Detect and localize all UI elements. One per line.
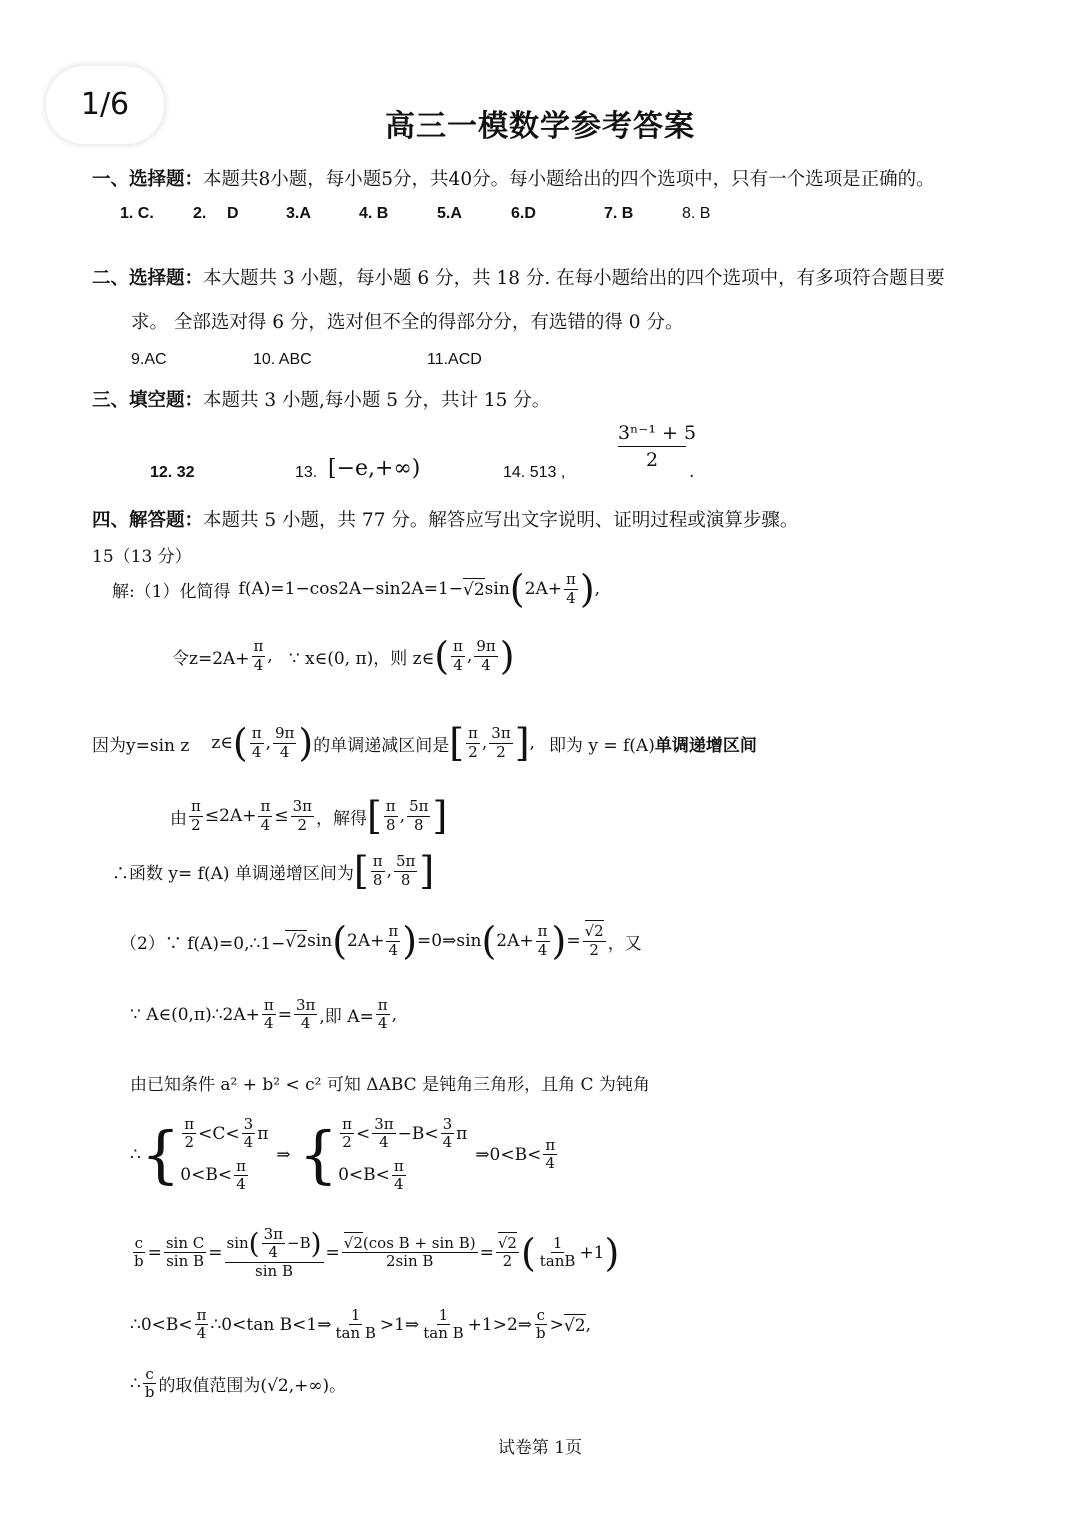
- section2-text1: 本大题共 3 小题，每小题 6 分，共 18 分. 在每小题给出的四个选项中，有多项符合题目要: [203, 268, 945, 289]
- let-z: 令z=2A+: [172, 648, 250, 669]
- section3-line: [92, 386, 550, 412]
- sqrt-2: √2: [463, 580, 485, 600]
- answer-2: D: [227, 205, 239, 222]
- answer-13-label: 13.: [295, 464, 318, 481]
- answer-13: [−e,+∞): [328, 456, 421, 481]
- from-text: 由: [170, 808, 187, 829]
- tan-range: ∴0<tan B<1⇒: [210, 1314, 332, 1335]
- section3-head: 三、填空题：: [92, 390, 204, 411]
- solution-line-1: 解:（1）化简得 f(A)=1−cos2A−sin2A=1− √2 sin ( 2A+ $\frac{\pi}{4}$ ) ,: [112, 567, 601, 611]
- page-title: 高三一模数学参考答案: [385, 109, 695, 144]
- therefore: ∴: [130, 1373, 141, 1394]
- part2-start: （2）∵ f(A)=0,∴1−: [120, 933, 286, 954]
- answer-6: 6.D: [511, 205, 536, 222]
- answer-1: 1. C.: [120, 205, 154, 222]
- frac-pi-4: $\frac{\pi}{4}$: [565, 570, 576, 607]
- x-interval: ∵ x∈(0, π)，则 z∈: [288, 648, 435, 669]
- answer-5: 5.A: [437, 205, 462, 222]
- increasing-interval: 增区间: [705, 735, 757, 756]
- answer-4: 4. B: [359, 205, 389, 222]
- monotone-bold: 单调递: [654, 735, 706, 756]
- solution-ratio: $\frac{c}{b}$ = $\frac{\text{sin C}}{\text{sin B}}$ = sin ( $\frac{3\pi}{4}$ −B ) sin B = $\frac{\text{√2(cos B + sin B)}}{\text{2sin B}}$ = $\frac{√2}{2}$ ( $\frac{1}{\tan B}$ +1 ): [134, 1225, 620, 1280]
- answer-7: 7. B: [604, 205, 634, 222]
- answer-12: 12. 32: [150, 464, 195, 481]
- answer-2-label: 2.: [193, 205, 207, 222]
- section4-text: 本题共 5 小题，共 77 分。解答应写出文字说明、证明过程或演算步骤。: [203, 510, 799, 531]
- answer-14-end: .: [689, 462, 695, 482]
- solution-line-5: ∴函数 y= f(A) 单调递增区间为 [ $\frac{\pi}{8}$ , $\frac{5\pi}{8}$ ]: [112, 849, 435, 893]
- section2-text2: 求。 全部选对得 6 分，选对但不全的得部分分，有选错的得 0 分。: [131, 312, 684, 333]
- solution-line-8: 由已知条件 a² + b² < c² 可知 ΔABC 是钝角三角形，且角 C 为钝角: [130, 1075, 650, 1095]
- answer-9: 9.AC: [131, 351, 167, 368]
- solution-line-7: ∵ A∈(0,π)∴2A+ $\frac{\pi}{4}$ = $\frac{3\pi}{4}$ ,即 A= $\frac{\pi}{4}$ ,: [130, 996, 398, 1033]
- answer-14-fraction: [618, 422, 697, 471]
- answer-14-denominator: 2: [645, 449, 659, 471]
- answer-10: 10. ABC: [253, 351, 312, 368]
- solution-line-3: 因为y=sin z z∈ ( $\frac{\pi}{4}$ , $\frac{9\pi}{4}$ ) 的单调递减区间是 [ $\frac{\pi}{2}$ , $\frac{3\pi}{2}$ ] , 即为 y = f(A) 单调递 增区间: [92, 721, 757, 765]
- range-result: 的取值范围为(√2,+∞)。: [158, 1376, 347, 1397]
- solve-text: ，解得: [315, 808, 367, 829]
- page-footer: 试卷第 1页: [497, 1438, 583, 1458]
- solution-line-10: ∴0<B< $\frac{\pi}{4}$ ∴0<tan B<1⇒ $\frac{1}{\text{tan B}}$ >1⇒ $\frac{1}{\text{tan B}}$ +1>2⇒ $\frac{c}{b}$ > √2 ,: [130, 1306, 591, 1343]
- formula-fA: f(A)=1−cos2A−sin2A=1−: [238, 579, 464, 599]
- section4-head: 四、解答题：: [92, 510, 204, 531]
- i-e-text: 即为 y = f(A): [548, 735, 655, 756]
- answer-8: 8. B: [682, 205, 711, 222]
- section2-head: 二、选择题：: [92, 268, 204, 289]
- solution-system: ∴ { $\frac{\pi}{2}$ <C< $\frac{3}{4}$ π 0<B< $\frac{\pi}{4}$ ⇒ { $\frac{\pi}{2}$ < $\frac{3\pi}{4}$ −B< $\frac{3}{4}$ π 0<B< $\frac{\pi}{4}$ ⇒0<B< $\frac{\pi}{4}$: [130, 1115, 556, 1193]
- because-y-sin: 因为y=sin z: [92, 735, 190, 756]
- A-equals: ,即 A=: [319, 1007, 374, 1028]
- section1-head: 一、选择题：: [92, 169, 204, 190]
- section3-text: 本题共 3 小题,每小题 5 分，共计 15 分。: [203, 390, 551, 411]
- section2-line1: [92, 264, 945, 290]
- section4-line: [92, 506, 798, 532]
- answer-14-numerator: 3ⁿ⁻¹ + 5: [618, 422, 686, 447]
- solution-jie: 解:（1）化简得: [112, 581, 231, 602]
- section1-text: 本题共8小题，每小题5分，共40分。每小题给出的四个选项中，只有一个选项是正确的。: [203, 169, 935, 190]
- part2-end: ，又: [607, 933, 642, 954]
- solution-part-2: （2）∵ f(A)=0,∴1− √2 sin ( 2A+ $\frac{\pi}{4}$ ) =0⇒sin ( 2A+ $\frac{\pi}{4}$ ) = $\frac{√2}{2}$ ，又: [120, 919, 642, 963]
- solution-line-2: 令z=2A+ $\frac{\pi}{4}$ , ∵ x∈(0, π)，则 z∈ ( $\frac{\pi}{4}$ , $\frac{9\pi}{4}$ ): [172, 634, 515, 678]
- answer-14-label: 14. 513 ,: [503, 464, 566, 481]
- decreasing-text: 的单调递减区间是: [313, 735, 450, 756]
- question-15-header: 15（13 分）: [92, 547, 192, 567]
- section1-line: [92, 165, 935, 191]
- page-badge: 1/6: [46, 66, 164, 144]
- A-interval: ∵ A∈(0,π)∴2A+: [130, 1004, 260, 1025]
- answer-3: 3.A: [286, 205, 311, 222]
- B-range: ∴0<B<: [130, 1314, 193, 1335]
- solution-line-11: ∴ $\frac{c}{b}$ 的取值范围为(√2,+∞)。: [130, 1365, 347, 1402]
- function-increasing: ∴函数 y= f(A) 单调递增区间为: [112, 863, 354, 884]
- solution-line-4: 由 $\frac{\pi}{2}$ ≤2A+ $\frac{\pi}{4}$ ≤ $\frac{3\pi}{2}$ ，解得 [ $\frac{\pi}{8}$ , $\frac{5\pi}{8}$ ]: [170, 794, 448, 838]
- answer-11: 11.ACD: [427, 351, 482, 368]
